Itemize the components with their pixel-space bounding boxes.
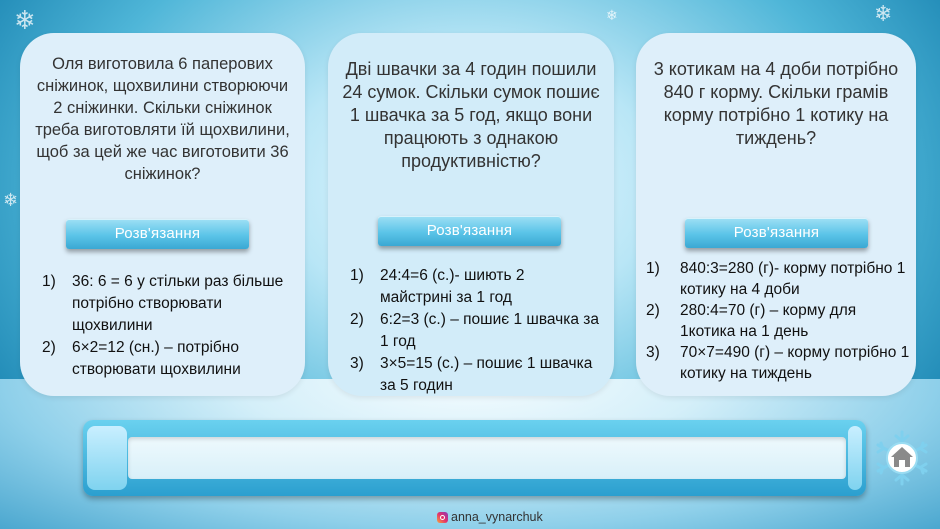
solution-button[interactable]: Розв'язання <box>378 216 561 246</box>
solution-step <box>350 265 600 309</box>
step-text: 70×7=490 (г) – корму потрібно 1 котику на тиждень <box>680 344 910 382</box>
solution-step <box>646 300 911 342</box>
solution-button[interactable]: Розв'язання <box>685 218 868 248</box>
snowflake-decoration: ❄ <box>3 190 19 211</box>
solution-button[interactable]: Розв'язання <box>66 219 249 249</box>
home-button[interactable] <box>872 430 932 486</box>
step-number: 2) <box>42 339 56 356</box>
step-text: 24:4=6 (с.)- шиють 2 майстрині за 1 год <box>380 267 525 306</box>
task-card-3 <box>636 33 916 396</box>
step-number: 3) <box>350 355 364 372</box>
answer-bar <box>83 420 866 496</box>
solution-step <box>350 309 600 353</box>
step-number: 2) <box>350 311 364 328</box>
task-card-2 <box>328 33 614 396</box>
snowflake-decoration: ❄ <box>14 6 36 36</box>
solution-steps <box>42 271 292 381</box>
task-question: 3 котикам на 4 доби потрібно 840 г корму. Скільки грамів корму потрібно 1 котику на тиждень? <box>653 59 899 148</box>
task-question: Оля виготовила 6 паперових сніжинок, щохвилини створюючи 2 сніжинки. Скільки сніжинок треба виготовляти їй щохвилини, щоб за цей же час виготовити 36 сніжинок? <box>35 55 290 183</box>
step-text: 3×5=15 (с.) – пошиє 1 швачка за 5 годин <box>380 355 593 394</box>
solution-steps <box>646 258 911 384</box>
step-number: 1) <box>42 273 56 290</box>
bar-cap-left <box>87 426 127 490</box>
step-text: 280:4=70 (г) – корму для 1котика на 1 день <box>680 302 857 340</box>
solution-steps <box>350 265 600 397</box>
task-card-1 <box>20 33 305 396</box>
step-text: 6:2=3 (с.) – пошиє 1 швачка за 1 год <box>380 311 600 350</box>
solution-step <box>646 258 911 300</box>
solution-step <box>350 353 600 397</box>
step-number: 1) <box>350 267 364 284</box>
step-number: 1) <box>646 260 660 277</box>
step-number: 2) <box>646 302 660 319</box>
solution-step <box>646 342 911 384</box>
instagram-icon <box>437 512 448 523</box>
task-question: Дві швачки за 4 годин пошили 24 сумок. Скільки сумок пошиє 1 швачка за 5 год, якщо вони працюють з однакою продуктивністю? <box>342 59 600 171</box>
step-text: 36: 6 = 6 у стільки раз більше потрібно створювати щохвилини <box>72 273 284 334</box>
snowflake-decoration: ❄ <box>874 2 893 27</box>
step-text: 840:3=280 (г)- корму потрібно 1 котику на 4 доби <box>680 260 906 298</box>
snowflake-decoration: ❄ <box>606 8 618 24</box>
home-icon <box>872 430 932 486</box>
bar-cap-right <box>848 426 862 490</box>
solution-step <box>42 271 292 337</box>
footer-credit <box>437 510 543 524</box>
footer-handle: anna_vynarchuk <box>451 510 543 524</box>
step-text: 6×2=12 (сн.) – потрібно створювати щохвилини <box>72 339 241 378</box>
solution-step <box>42 337 292 381</box>
answer-field[interactable] <box>128 437 846 479</box>
step-number: 3) <box>646 344 660 361</box>
